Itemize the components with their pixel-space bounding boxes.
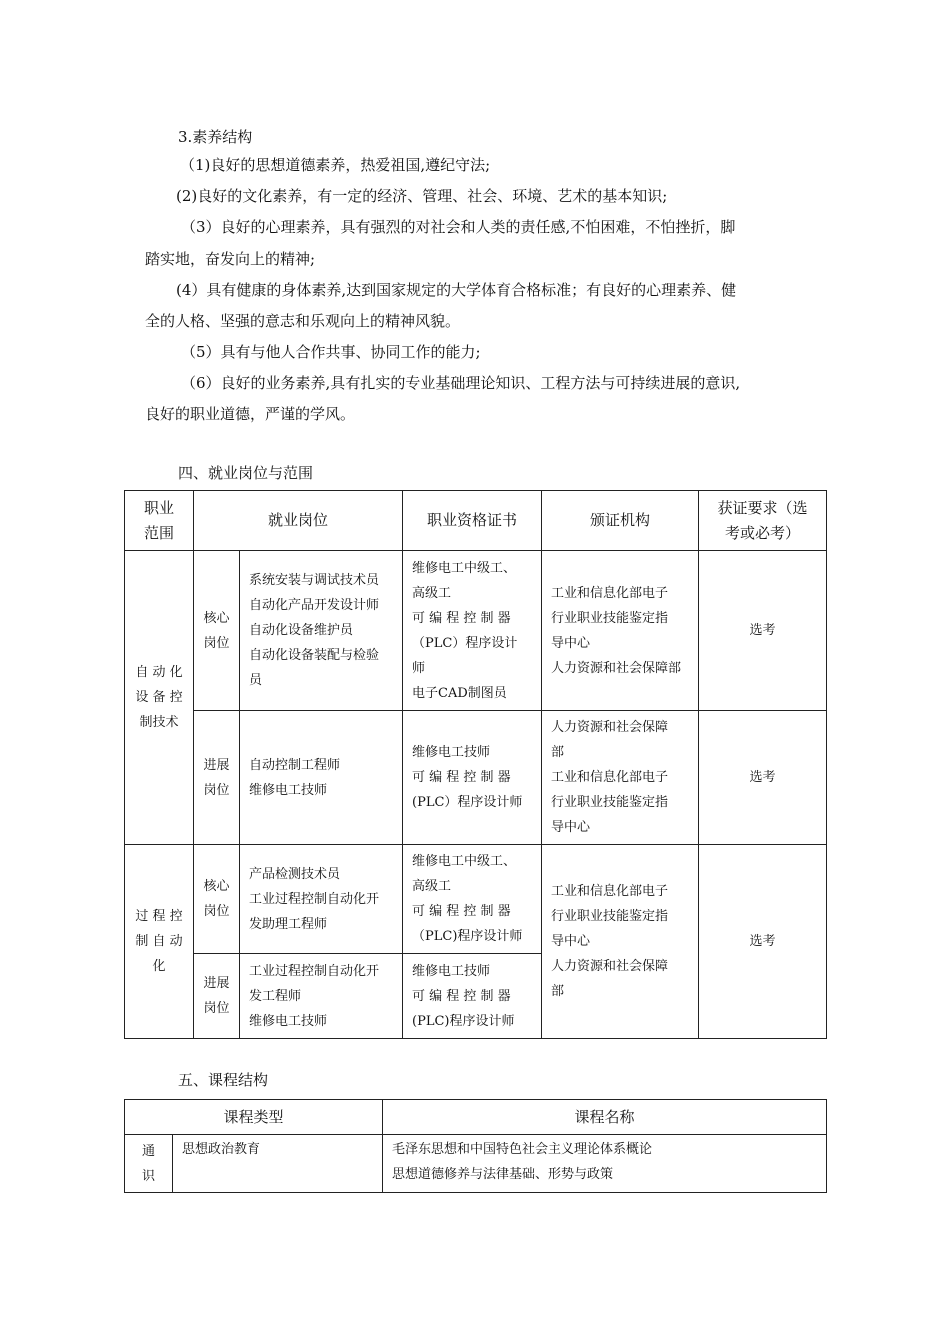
req-cell: 选考 xyxy=(699,551,827,711)
positions-cell: 系统安装与调试技术员 自动化产品开发设计师 自动化设备维护员 自动化设备装配与检验 员 xyxy=(240,551,403,711)
section5-title: 五、课程结构 xyxy=(178,1071,269,1089)
paragraph: （5）具有与他人合作共事、协同工作的能力; xyxy=(181,343,481,361)
level-cell: 核心 岗位 xyxy=(194,551,240,711)
certs-cell: 维修电工技师 可 编 程 控 制 器 (PLC）程序设计师 xyxy=(403,711,542,845)
paragraph: （3）良好的心理素养，具有强烈的对社会和人类的责任感,不怕困难，不怕挫折，脚 xyxy=(181,218,736,236)
certs-cell: 维修电工中级工、 高级工 可 编 程 控 制 器 （PLC)程序设计师 xyxy=(403,845,542,954)
paragraph: (4）具有健康的身体素养,达到国家规定的大学体育合格标准；有良好的心理素养、健 xyxy=(176,281,737,299)
positions-cell: 产品检测技术员 工业过程控制自动化开 发助理工程师 xyxy=(240,845,403,954)
header-position: 就业岗位 xyxy=(194,491,403,551)
header-issuer: 颁证机构 xyxy=(542,491,699,551)
positions-cell: 自动控制工程师 维修电工技师 xyxy=(240,711,403,845)
issuers-cell: 工业和信息化部电子 行业职业技能鉴定指 导中心 人力资源和社会保障部 xyxy=(542,551,699,711)
certs-cell: 维修电工中级工、 高级工 可 编 程 控 制 器 （PLC）程序设计 师 电子CAD制图员 xyxy=(403,551,542,711)
level-cell: 进展 岗位 xyxy=(194,711,240,845)
issuers-cell: 人力资源和社会保障 部 工业和信息化部电子 行业职业技能鉴定指 导中心 xyxy=(542,711,699,845)
section3-title: 3.素养结构 xyxy=(178,128,253,146)
course-table xyxy=(124,1099,827,1193)
course-type-cell: 思想政治教育 xyxy=(173,1135,383,1193)
paragraph: 良好的职业道德，严谨的学风。 xyxy=(145,405,356,423)
course-names-cell: 毛泽东思想和中国特色社会主义理论体系概论 思想道德修养与法律基础、形势与政策 xyxy=(383,1135,827,1193)
header-cert: 职业资格证书 xyxy=(403,491,542,551)
level-cell: 进展 岗位 xyxy=(194,954,240,1039)
req-cell: 选考 xyxy=(699,845,827,1039)
header-course-type: 课程类型 xyxy=(125,1100,383,1135)
scope-cell: 过 程 控 制 自 动 化 xyxy=(125,845,194,1039)
section4-title: 四、就业岗位与范围 xyxy=(178,464,314,482)
level-cell: 核心 岗位 xyxy=(194,845,240,954)
category-cell: 通 识 xyxy=(125,1135,173,1193)
certs-cell: 维修电工技师 可 编 程 控 制 器 (PLC)程序设计师 xyxy=(403,954,542,1039)
header-req: 获证要求（选 考或必考） xyxy=(699,491,827,551)
header-scope: 职业 范围 xyxy=(125,491,194,551)
positions-cell: 工业过程控制自动化开 发工程师 维修电工技师 xyxy=(240,954,403,1039)
issuers-cell: 工业和信息化部电子 行业职业技能鉴定指 导中心 人力资源和社会保障 部 xyxy=(542,845,699,1039)
paragraph: 踏实地，奋发向上的精神; xyxy=(145,250,316,268)
paragraph: 全的人格、坚强的意志和乐观向上的精神风貌。 xyxy=(145,312,461,330)
paragraph: （1)良好的思想道德素养，热爱祖国,遵纪守法; xyxy=(180,156,491,174)
header-course-name: 课程名称 xyxy=(383,1100,827,1135)
employment-table xyxy=(124,490,827,1039)
scope-cell: 自 动 化 设 备 控 制技术 xyxy=(125,551,194,845)
paragraph: （6）良好的业务素养,具有扎实的专业基础理论知识、工程方法与可持续进展的意识, xyxy=(181,374,741,392)
paragraph: (2)良好的文化素养，有一定的经济、管理、社会、环境、艺术的基本知识; xyxy=(176,187,668,205)
req-cell: 选考 xyxy=(699,711,827,845)
